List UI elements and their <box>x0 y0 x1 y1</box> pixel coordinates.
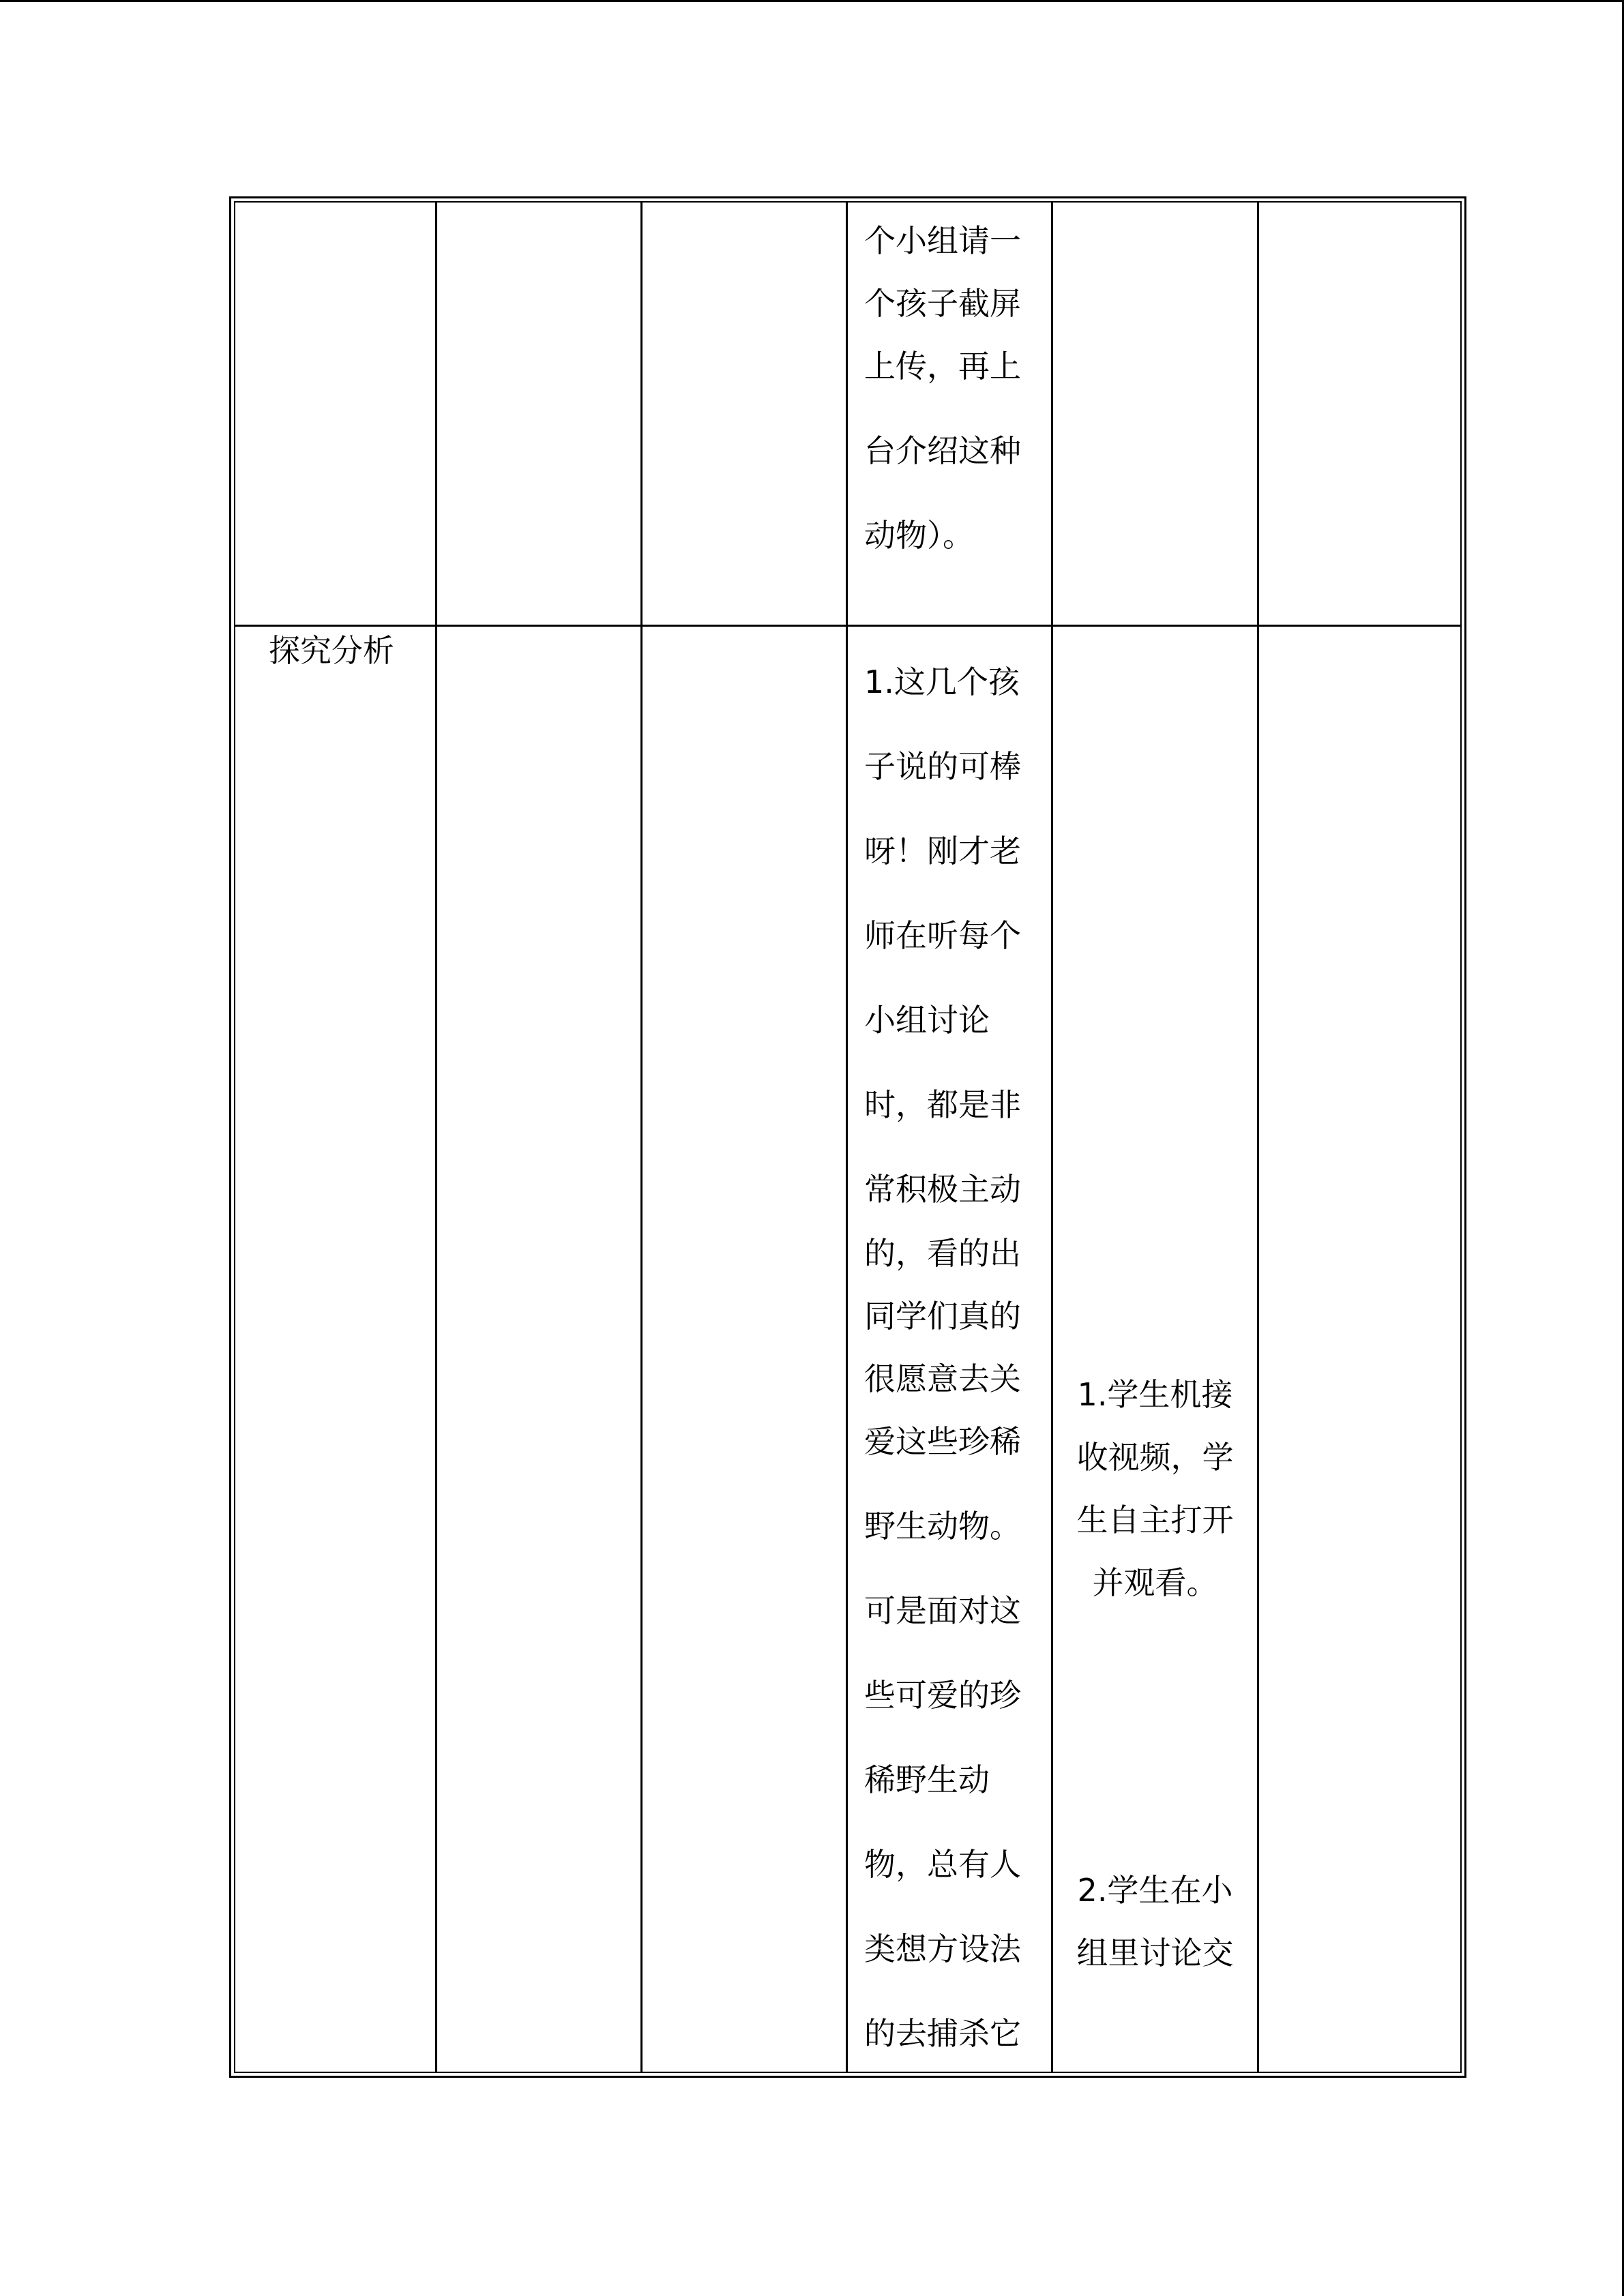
text-line: 生自主打开 <box>1076 1502 1234 1538</box>
text-line: 师在听每个 <box>864 917 1021 954</box>
student-activity-text-1 <box>1053 1373 1257 1604</box>
text-line: 并观看。 <box>1092 1564 1218 1601</box>
text-line: 物，总有人 <box>864 1846 1021 1883</box>
text-line: 的，看的出 <box>864 1235 1021 1272</box>
lesson-plan-table <box>229 196 1466 2078</box>
text-line: 个孩子截屏 <box>864 285 1021 322</box>
text-line: 呀！刚才老 <box>864 833 1021 869</box>
text-line: 1.学生机接 <box>1077 1376 1233 1413</box>
text-line: 同学们真的 <box>864 1298 1021 1335</box>
column-2-cell <box>437 627 640 2073</box>
text-line: 子说的可棒 <box>864 748 1021 785</box>
student-activity-text-2 <box>1053 1869 1257 1974</box>
text-line: 1.这几个孩 <box>864 664 1020 700</box>
text-line: 稀野生动 <box>864 1761 990 1798</box>
page-border-top <box>0 0 1624 2</box>
text-line: 组里讨论交 <box>1076 1935 1234 1971</box>
column-6-cell <box>1259 203 1462 625</box>
text-line: 个小组请一 <box>864 222 1021 259</box>
text-line: 可是面对这 <box>864 1592 1021 1629</box>
text-line: 动物）。 <box>864 517 974 554</box>
column-3-cell <box>643 627 846 2073</box>
text-line: 时，都是非 <box>864 1086 1021 1123</box>
text-line: 常积极主动 <box>864 1171 1021 1208</box>
text-line: 小组讨论 <box>864 1002 990 1039</box>
teacher-activity-cell <box>848 627 1051 2073</box>
teacher-activity-cell <box>848 203 1051 625</box>
column-6-cell <box>1259 627 1462 2073</box>
teacher-activity-text <box>864 661 1021 2055</box>
text-line: 很愿意去关 <box>864 1360 1021 1397</box>
column-3-cell <box>643 203 846 625</box>
text-line: 的去捕杀它 <box>864 2015 1021 2052</box>
text-line: 台介绍这种 <box>864 432 1021 469</box>
column-2-cell <box>437 203 640 625</box>
text-line: 野生动物。 <box>864 1508 1021 1545</box>
text-line: 类想方设法 <box>864 1930 1021 1967</box>
text-line: 些可爱的珍 <box>864 1677 1021 1714</box>
table-row <box>229 196 1466 626</box>
text-line: 上传，再上 <box>864 348 1021 385</box>
stage-cell <box>236 203 435 625</box>
table-row <box>229 627 1466 2073</box>
text-line: 2.学生在小 <box>1077 1872 1233 1909</box>
text-line: 爱这些珍稀 <box>864 1423 1021 1460</box>
text-line: 收视频，学 <box>1076 1439 1234 1476</box>
stage-cell <box>236 627 435 2073</box>
student-activity-cell <box>1053 627 1257 2073</box>
student-activity-cell <box>1053 203 1257 625</box>
teacher-activity-text <box>864 220 1021 556</box>
stage-label: 探究分析 <box>269 632 394 669</box>
